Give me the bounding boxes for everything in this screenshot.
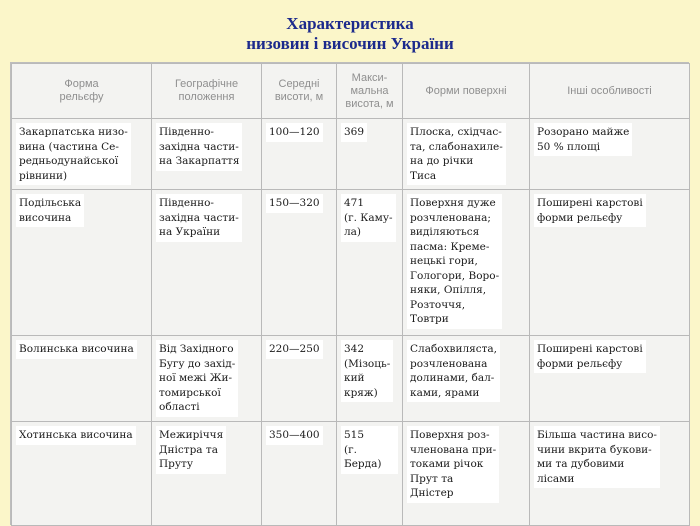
cell-max-text: 471 (г. Каму- ла) <box>341 194 396 242</box>
cell-form <box>12 119 152 190</box>
header-form-label: Форма рельєфу <box>59 78 104 103</box>
slide-title <box>0 14 700 54</box>
header-form <box>12 64 152 119</box>
table-row <box>12 336 690 422</box>
header-location-label: Географічне положення <box>174 78 239 103</box>
cell-surface-text: Поверхня роз- членована при- токами річок Прут та Дністер <box>407 426 499 503</box>
cell-surface-text: Плоска, східчас- та, слабонахиле- на до річки Тиса <box>407 123 506 185</box>
cell-location-text: Від Західного Бугу до захід- ної межі Жи- томирської області <box>156 340 238 417</box>
cell-other-text: Розорано майже 50 % площі <box>534 123 632 156</box>
cell-avg-text: 100—120 <box>266 123 323 142</box>
table-header-row <box>12 64 690 119</box>
cell-other <box>530 336 690 422</box>
cell-location-text: Межиріччя Дністра та Пруту <box>156 426 226 474</box>
cell-location-text: Південно- західна части- на Закарпаття <box>156 123 242 171</box>
cell-surface <box>403 336 530 422</box>
cell-location <box>152 422 262 526</box>
cell-form <box>12 190 152 336</box>
cell-other <box>530 119 690 190</box>
cell-form-text: Подільська височина <box>16 194 84 227</box>
cell-surface-text: Поверхня дуже розчленована; виділяються пасма: Креме- нецькі гори, Гологори, Воро- няки, Опілля, Розточчя, Товтри <box>407 194 502 329</box>
cell-form <box>12 422 152 526</box>
cell-form-text: Закарпатська низо- вина (частина Се- редньодунайської рівнини) <box>16 123 131 185</box>
cell-max <box>337 119 403 190</box>
cell-form-text: Волинська височина <box>16 340 137 359</box>
cell-form <box>12 336 152 422</box>
cell-avg-text: 220—250 <box>266 340 323 359</box>
cell-location <box>152 336 262 422</box>
header-avg-height <box>262 64 337 119</box>
cell-max <box>337 190 403 336</box>
cell-max <box>337 422 403 526</box>
cell-avg <box>262 119 337 190</box>
title-line-1: Характеристика <box>286 14 414 33</box>
header-surface-label: Форми поверхні <box>425 84 507 97</box>
table-row <box>12 422 690 526</box>
header-other <box>530 64 690 119</box>
cell-max-text: 369 <box>341 123 367 142</box>
table-row <box>12 190 690 336</box>
cell-other-text: Поширені карстові форми рельєфу <box>534 340 646 373</box>
cell-surface <box>403 190 530 336</box>
header-location <box>152 64 262 119</box>
cell-location-text: Південно- західна части- на України <box>156 194 242 242</box>
cell-avg-text: 350—400 <box>266 426 323 445</box>
cell-avg <box>262 422 337 526</box>
header-max-height-label: Макси- мальна висота, м <box>345 71 394 110</box>
textbook-table-scan <box>10 62 689 525</box>
header-surface <box>403 64 530 119</box>
table-row <box>12 119 690 190</box>
header-other-label: Інші особливості <box>567 84 652 97</box>
cell-max <box>337 336 403 422</box>
cell-avg <box>262 336 337 422</box>
cell-other <box>530 422 690 526</box>
relief-table <box>11 63 690 526</box>
title-line-2: низовин і височин України <box>246 34 454 53</box>
cell-form-text: Хотинська височина <box>16 426 136 445</box>
cell-avg <box>262 190 337 336</box>
cell-other-text: Більша частина висо- чини вкрита букови- ми та дубовими лісами <box>534 426 660 488</box>
cell-max-text: 342 (Мізоць- кий кряж) <box>341 340 393 402</box>
cell-surface-text: Слабохвиляста, розчленована долинами, бал- ками, ярами <box>407 340 500 402</box>
cell-other-text: Поширені карстові форми рельєфу <box>534 194 646 227</box>
cell-location <box>152 119 262 190</box>
header-max-height <box>337 64 403 119</box>
cell-other <box>530 190 690 336</box>
cell-avg-text: 150—320 <box>266 194 323 213</box>
cell-max-text: 515 (г. Берда) <box>341 426 398 474</box>
header-avg-height-label: Середні висоти, м <box>274 78 324 103</box>
cell-location <box>152 190 262 336</box>
cell-surface <box>403 119 530 190</box>
cell-surface <box>403 422 530 526</box>
